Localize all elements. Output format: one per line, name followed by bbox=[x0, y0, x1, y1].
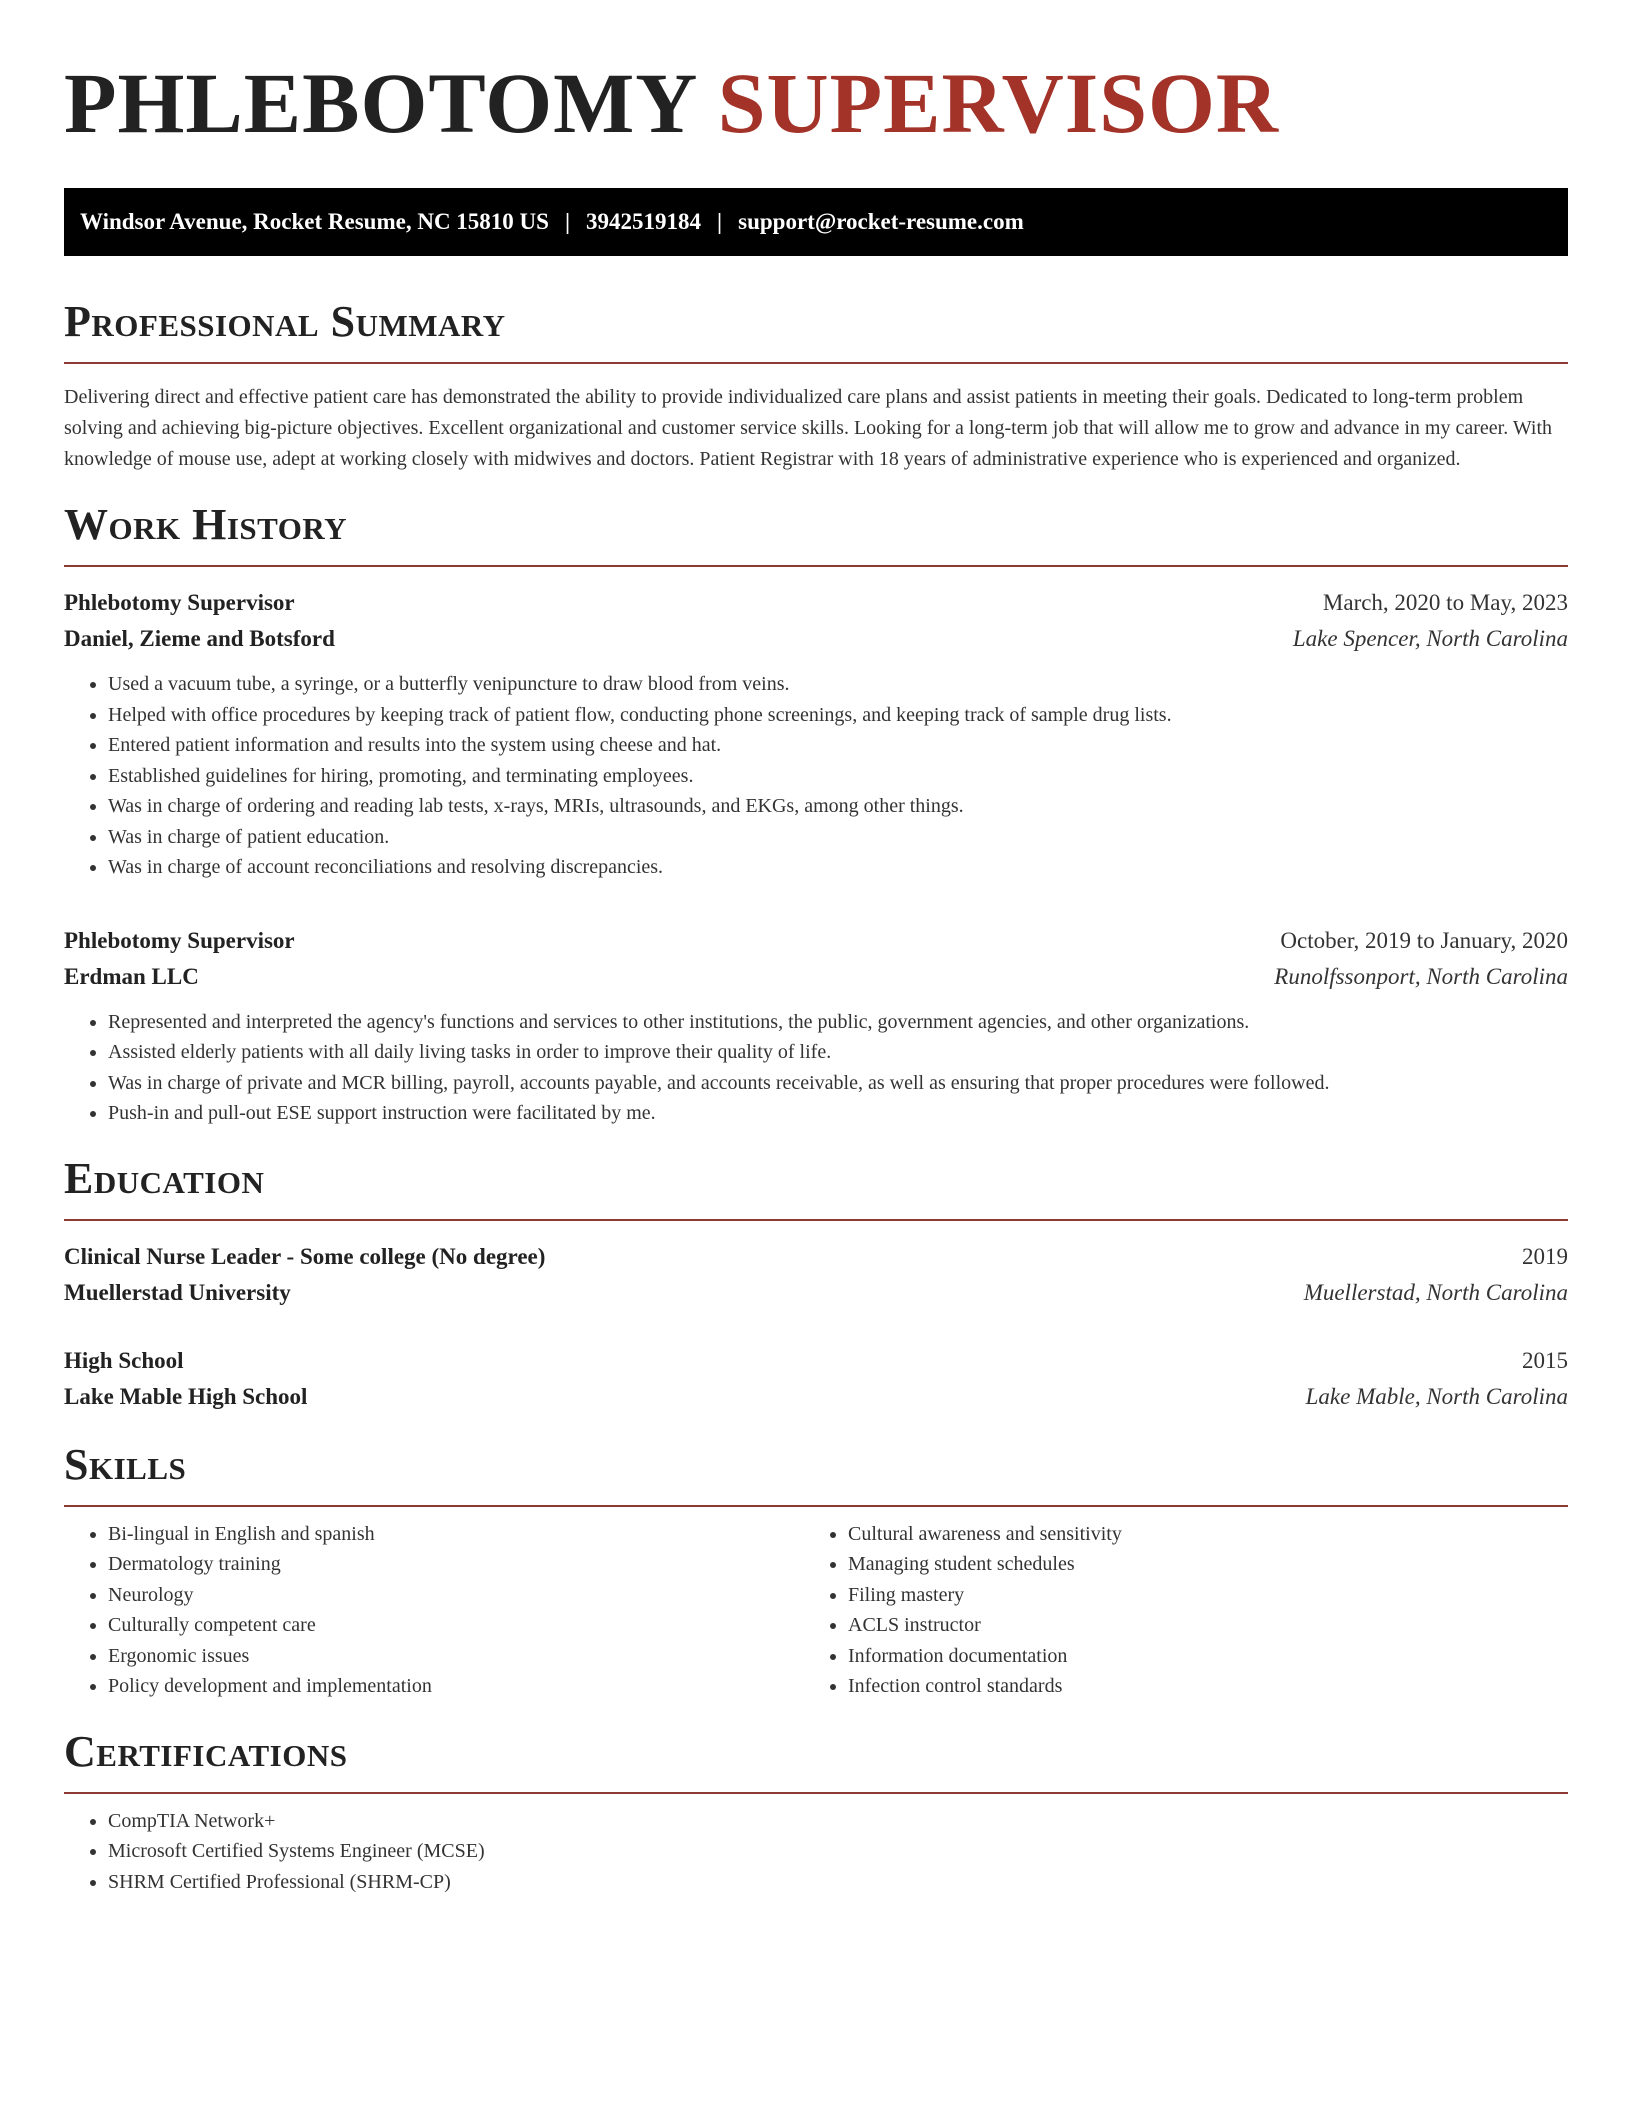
job-company: Daniel, Zieme and Botsford bbox=[64, 626, 335, 651]
job-location: Runolfssonport, North Carolina bbox=[1274, 963, 1568, 989]
skills-section bbox=[64, 1439, 1568, 1702]
job-entry bbox=[64, 923, 1568, 1129]
list-item: • Bi-lingual in English and spanish bbox=[108, 1519, 804, 1550]
section-divider bbox=[64, 1505, 1568, 1507]
section-divider bbox=[64, 565, 1568, 567]
education-year: 2019 bbox=[1522, 1243, 1568, 1269]
contact-email[interactable]: support@rocket-resume.com bbox=[738, 209, 1024, 234]
education-location: Muellerstad, North Carolina bbox=[1303, 1279, 1568, 1305]
skills-list-right bbox=[804, 1519, 1544, 1702]
list-item: • Dermatology training bbox=[108, 1549, 804, 1580]
list-item: • Assisted elderly patients with all daily living tasks in order to improve their quality of life. bbox=[108, 1037, 1568, 1068]
job-bullets bbox=[64, 669, 1568, 883]
job-header-row bbox=[64, 923, 1568, 959]
list-item: • Used a vacuum tube, a syringe, or a butterfly venipuncture to draw blood from veins. bbox=[108, 669, 1568, 700]
list-item: • Culturally competent care bbox=[108, 1610, 804, 1641]
job-company-row bbox=[64, 621, 1568, 657]
job-dates: October, 2019 to January, 2020 bbox=[1280, 927, 1568, 953]
list-item: • Represented and interpreted the agency's functions and services to other institutions, the public, government agencies, and other organizations. bbox=[108, 1007, 1568, 1038]
list-item: • Entered patient information and results into the system using cheese and hat. bbox=[108, 730, 1568, 761]
list-item: • Policy development and implementation bbox=[108, 1671, 804, 1702]
title-part1: PHLEBOTOMY bbox=[64, 55, 696, 151]
education-header-row bbox=[64, 1239, 1568, 1275]
education-school: Lake Mable High School bbox=[64, 1383, 308, 1409]
title-part2: SUPERVISOR bbox=[717, 55, 1280, 151]
education-degree: High School bbox=[64, 1347, 184, 1373]
list-item: • Was in charge of ordering and reading lab tests, x-rays, MRIs, ultrasounds, and EKGs, among other things. bbox=[108, 791, 1568, 822]
education-degree: Clinical Nurse Leader - Some college (No degree) bbox=[64, 1243, 546, 1269]
education-location: Lake Mable, North Carolina bbox=[1305, 1383, 1568, 1409]
list-item: • CompTIA Network+ bbox=[108, 1806, 1568, 1837]
contact-bar bbox=[64, 188, 1568, 256]
skills-list-left bbox=[64, 1519, 804, 1702]
list-item: • Infection control standards bbox=[848, 1671, 1544, 1702]
list-item: • Helped with office procedures by keeping track of patient flow, conducting phone screenings, and keeping track of sample drug lists. bbox=[108, 700, 1568, 731]
job-position: Phlebotomy Supervisor bbox=[64, 927, 295, 953]
skills-grid bbox=[64, 1519, 1568, 1702]
section-title-certifications: Certifications bbox=[64, 1726, 348, 1776]
list-item: • Was in charge of private and MCR billing, payroll, accounts payable, and accounts receivable, as well as ensuring that proper procedures were followed. bbox=[108, 1068, 1568, 1099]
education-header-row bbox=[64, 1343, 1568, 1379]
list-item: • Push-in and pull-out ESE support instruction were facilitated by me. bbox=[108, 1098, 1568, 1129]
education-school-row bbox=[64, 1275, 1568, 1311]
list-item: • Information documentation bbox=[848, 1641, 1544, 1672]
contact-separator: | bbox=[564, 209, 571, 234]
job-company-row bbox=[64, 959, 1568, 995]
job-bullets bbox=[64, 1007, 1568, 1129]
section-divider bbox=[64, 1219, 1568, 1221]
list-item: • Neurology bbox=[108, 1580, 804, 1611]
page-title bbox=[64, 55, 1568, 151]
education-entry bbox=[64, 1343, 1568, 1415]
education-school: Muellerstad University bbox=[64, 1279, 291, 1305]
list-item: • Ergonomic issues bbox=[108, 1641, 804, 1672]
list-item: • Cultural awareness and sensitivity bbox=[848, 1519, 1544, 1550]
education-school-row bbox=[64, 1379, 1568, 1415]
list-item: • Was in charge of patient education. bbox=[108, 822, 1568, 853]
list-item: • ACLS instructor bbox=[848, 1610, 1544, 1641]
job-header-row bbox=[64, 585, 1568, 621]
contact-phone: 3942519184 bbox=[586, 209, 702, 234]
section-title-education: Education bbox=[64, 1153, 265, 1203]
certifications-section bbox=[64, 1726, 1568, 1898]
work-history-section bbox=[64, 500, 1568, 1129]
job-entry bbox=[64, 585, 1568, 883]
list-item: • SHRM Certified Professional (SHRM-CP) bbox=[108, 1867, 1568, 1898]
section-title-work: Work History bbox=[64, 500, 348, 549]
section-divider bbox=[64, 362, 1568, 364]
summary-section bbox=[64, 297, 1568, 475]
education-section bbox=[64, 1153, 1568, 1415]
summary-text: Delivering direct and effective patient care has demonstrated the ability to provide individualized care plans and assist patients in meeting their goals. Dedicated to long-term problem solving and achieving big-picture objectives. Excellent organizational and customer service skills. Looking for a long-term job that will allow me to grow and advance in my career. With knowledge of mouse use, adept at working closely with midwives and doctors. Patient Registrar with 18 years of administrative experience who is experienced and organized. bbox=[64, 386, 1553, 470]
job-company: Erdman LLC bbox=[64, 963, 199, 989]
contact-address: Windsor Avenue, Rocket Resume, NC 15810 US bbox=[80, 209, 549, 234]
list-item: • Established guidelines for hiring, promoting, and terminating employees. bbox=[108, 761, 1568, 792]
list-item: • Microsoft Certified Systems Engineer (MCSE) bbox=[108, 1836, 1568, 1867]
job-location: Lake Spencer, North Carolina bbox=[1292, 626, 1568, 651]
education-entry bbox=[64, 1239, 1568, 1311]
job-dates: March, 2020 to May, 2023 bbox=[1322, 590, 1568, 615]
list-item: • Was in charge of account reconciliations and resolving discrepancies. bbox=[108, 852, 1568, 883]
section-divider bbox=[64, 1792, 1568, 1794]
list-item: • Managing student schedules bbox=[848, 1549, 1544, 1580]
job-position: Phlebotomy Supervisor bbox=[64, 590, 295, 615]
list-item: • Filing mastery bbox=[848, 1580, 1544, 1611]
section-title-summary: Professional Summary bbox=[64, 297, 506, 346]
contact-separator: | bbox=[717, 209, 723, 234]
certifications-list bbox=[64, 1806, 1568, 1898]
section-title-skills: Skills bbox=[64, 1439, 187, 1489]
education-year: 2015 bbox=[1522, 1347, 1568, 1373]
